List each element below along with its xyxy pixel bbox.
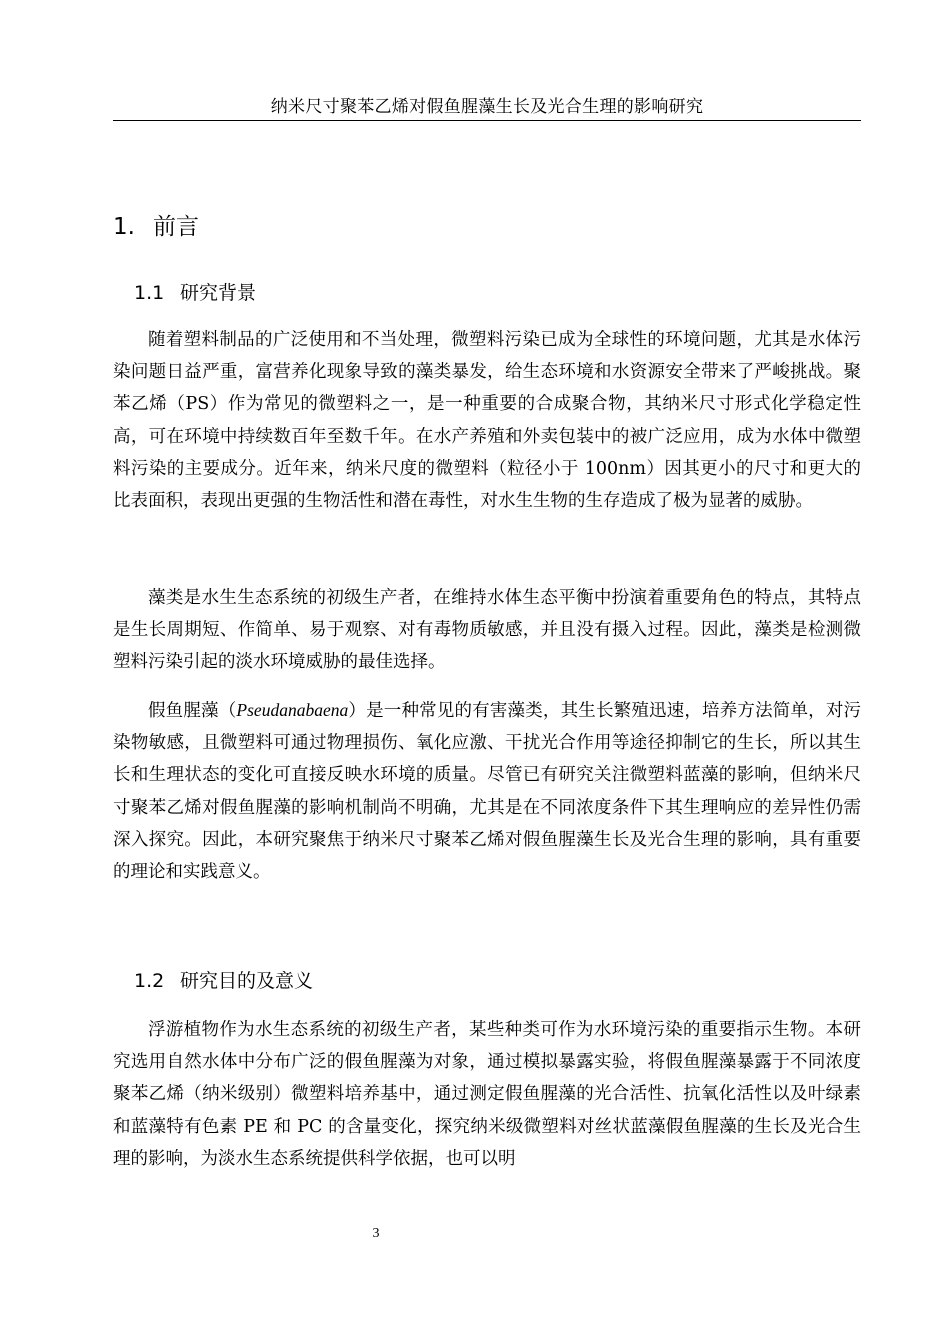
section-number: 1. <box>113 214 135 240</box>
paragraph-text: 假鱼腥藻（ <box>148 701 237 721</box>
header-rule <box>113 120 861 121</box>
paragraph-background-3 <box>113 694 861 888</box>
species-name: Pseudanabaena <box>236 700 349 720</box>
subsection-number: 1.2 <box>134 970 165 992</box>
paragraph-background-1: 随着塑料制品的广泛使用和不当处理，微塑料污染已成为全球性的环境问题，尤其是水体污染问题日益严重，富营养化现象导致的藻类暴发，给生态环境和水资源安全带来了严峻挑战。聚苯乙烯（PS）作为常见的微塑料之一，是一种重要的合成聚合物，其纳米尺寸形式化学稳定性高，可在环境中持续数百年至数千年。在水产养殖和外卖包装中的被广泛应用，成为水体中微塑料污染的主要成分。近年来，纳米尺度的微塑料（粒径小于 100nm）因其更小的尺寸和更大的比表面积，表现出更强的生物活性和潜在毒性，对水生生物的生存造成了极为显著的威胁。 <box>113 330 861 512</box>
subsection-number: 1.1 <box>134 282 165 304</box>
subsection-heading-1-2 <box>134 968 313 994</box>
subsection-title: 研究目的及意义 <box>180 970 314 992</box>
section-title: 前言 <box>153 214 199 240</box>
subsection-heading-1-1 <box>134 280 256 306</box>
section-heading-1 <box>113 212 199 242</box>
page-number: 3 <box>372 1226 380 1241</box>
subsection-title: 研究背景 <box>180 282 257 304</box>
paragraph-background-2: 藻类是水生生态系统的初级生产者，在维持水体生态平衡中扮演着重要角色的特点，其特点是生长周期短、作简单、易于观察、对有毒物质敏感，并且没有摄入过程。因此，藻类是检测微塑料污染引起的淡水环境威胁的最佳选择。 <box>113 588 861 673</box>
running-header: 纳米尺寸聚苯乙烯对假鱼腥藻生长及光合生理的影响研究 <box>270 97 704 117</box>
paragraph-purpose: 浮游植物作为水生态系统的初级生产者，某些种类可作为水环境污染的重要指示生物。本研究选用自然水体中分布广泛的假鱼腥藻为对象，通过模拟暴露实验，将假鱼腥藻暴露于不同浓度聚苯乙烯（纳米级别）微塑料培养基中，通过测定假鱼腥藻的光合活性、抗氧化活性以及叶绿素和蓝藻特有色素 PE 和 PC 的含量变化，探究纳米级微塑料对丝状蓝藻假鱼腥藻的生长及光合生理的影响，为淡水生态系统提供科学依据，也可以明 <box>113 1020 861 1169</box>
paragraph-text: ）是一种常见的有害藻类，其生长繁殖迅速，培养方法简单，对污染物敏感，且微塑料可通过物理损伤、氧化应激、干扰光合作用等途径抑制它的生长，所以其生长和生理状态的变化可直接反映水环境的质量。尽管已有研究关注微塑料蓝藻的影响，但纳米尺寸聚苯乙烯对假鱼腥藻的影响机制尚不明确，尤其是在不同浓度条件下其生理响应的差异性仍需深入探究。因此，本研究聚焦于纳米尺寸聚苯乙烯对假鱼腥藻生长及光合生理的影响，具有重要的理论和实践意义。 <box>113 701 862 883</box>
